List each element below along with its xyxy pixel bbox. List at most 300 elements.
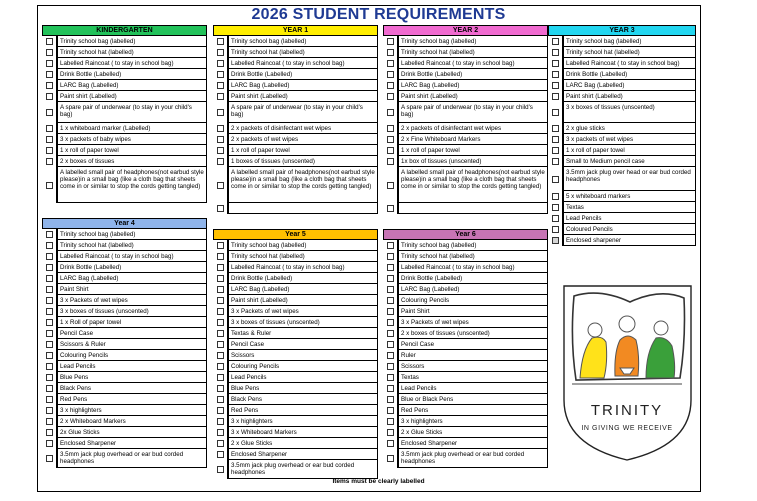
item-label: Paint Shirt <box>398 306 548 317</box>
checkbox-cell <box>548 156 563 167</box>
checkbox-cell <box>383 145 398 156</box>
checkbox-cell <box>383 80 398 91</box>
year1-column <box>213 25 378 214</box>
item-label: 2x Glue Sticks <box>57 427 207 438</box>
checkbox-cell <box>548 123 563 134</box>
checkbox-cell <box>383 47 398 58</box>
checkbox[interactable] <box>387 38 394 45</box>
checkbox[interactable] <box>217 363 224 370</box>
checkbox[interactable] <box>552 204 559 211</box>
checkbox-cell <box>548 235 563 246</box>
item-label: 1x box of tissues (unscented) <box>398 156 548 167</box>
checkbox[interactable] <box>387 429 394 436</box>
checklist-item <box>383 328 548 339</box>
checkbox-cell <box>383 167 398 203</box>
checkbox[interactable] <box>552 226 559 233</box>
checkbox[interactable] <box>387 286 394 293</box>
checklist-item <box>42 295 207 306</box>
checkbox[interactable] <box>217 82 224 89</box>
checkbox[interactable] <box>387 136 394 143</box>
checkbox-cell <box>42 328 57 339</box>
checklist-item <box>383 102 548 123</box>
checklist-item <box>213 156 378 167</box>
checklist-item <box>383 383 548 394</box>
checkbox[interactable] <box>217 253 224 260</box>
checkbox[interactable] <box>217 71 224 78</box>
checklist-item <box>213 328 378 339</box>
item-label: Blue Pens <box>228 383 378 394</box>
checklist-item <box>383 47 548 58</box>
checkbox-cell <box>383 36 398 47</box>
checklist-item <box>42 69 207 80</box>
checkbox[interactable] <box>387 125 394 132</box>
checkbox[interactable] <box>387 385 394 392</box>
checkbox[interactable] <box>387 158 394 165</box>
checklist-item <box>213 295 378 306</box>
checklist-item <box>213 47 378 58</box>
checkbox[interactable] <box>217 352 224 359</box>
checklist-item <box>548 213 696 224</box>
checklist-item <box>213 262 378 273</box>
checkbox[interactable] <box>217 109 224 116</box>
checkbox[interactable] <box>387 308 394 315</box>
checkbox[interactable] <box>217 374 224 381</box>
checkbox[interactable] <box>217 38 224 45</box>
item-label: Lead Pencils <box>398 383 548 394</box>
checklist-item <box>383 240 548 251</box>
checkbox[interactable] <box>552 176 559 183</box>
checklist-item <box>383 405 548 416</box>
item-label: Trinity school hat (labelled) <box>398 251 548 262</box>
checkbox[interactable] <box>552 38 559 45</box>
checkbox-cell <box>213 372 228 383</box>
checkbox[interactable] <box>552 158 559 165</box>
checkbox[interactable] <box>217 125 224 132</box>
item-label: Drink Bottle (Labelled) <box>228 273 378 284</box>
checklist-item <box>548 145 696 156</box>
checkbox[interactable] <box>46 429 53 436</box>
checkbox[interactable] <box>552 147 559 154</box>
checkbox-cell <box>213 36 228 47</box>
footer-note: Items must be clearly labelled <box>332 478 425 485</box>
checkbox[interactable] <box>217 182 224 189</box>
item-label: Enclosed Sharpener <box>398 438 548 449</box>
checkbox[interactable] <box>217 242 224 249</box>
item-label: Blue Pens <box>57 372 207 383</box>
checkbox[interactable] <box>217 440 224 447</box>
checklist-item <box>42 47 207 58</box>
item-label: Colouring Pencils <box>228 361 378 372</box>
checkbox-cell <box>383 427 398 438</box>
checkbox[interactable] <box>387 147 394 154</box>
checkbox[interactable] <box>387 49 394 56</box>
checklist-item <box>42 240 207 251</box>
checkbox-cell <box>213 306 228 317</box>
checkbox[interactable] <box>217 205 224 212</box>
item-label: Red Pens <box>398 405 548 416</box>
checkbox-cell <box>548 80 563 91</box>
checklist-item <box>213 145 378 156</box>
item-label: Black Pens <box>57 383 207 394</box>
kindergarten-column <box>42 25 207 203</box>
checkbox-cell <box>383 350 398 361</box>
item-label: 2 x Fine Whiteboard Markers <box>398 134 548 145</box>
item-label: LARC Bag (Labelled) <box>228 284 378 295</box>
item-label: 3.5mm jack plug overhead or ear bud corded headphones <box>398 449 548 468</box>
checkbox[interactable] <box>552 109 559 116</box>
item-label: LARC Bag (Labelled) <box>228 80 378 91</box>
checkbox-cell <box>383 383 398 394</box>
checkbox-cell <box>213 449 228 460</box>
checkbox[interactable] <box>387 253 394 260</box>
checkbox[interactable] <box>217 341 224 348</box>
checkbox-cell <box>213 58 228 69</box>
checkbox[interactable] <box>387 71 394 78</box>
checkbox[interactable] <box>46 286 53 293</box>
checklist-item <box>383 361 548 372</box>
checkbox[interactable] <box>46 308 53 315</box>
checkbox[interactable] <box>387 109 394 116</box>
checklist-item <box>548 235 696 246</box>
checkbox[interactable] <box>46 253 53 260</box>
checkbox[interactable] <box>552 125 559 132</box>
item-label: 3 x boxes of tissues (unscented) <box>563 102 696 123</box>
item-label: LARC Bag (Labelled) <box>57 80 207 91</box>
item-label: Scissors & Ruler <box>57 339 207 350</box>
checklist-item <box>42 251 207 262</box>
checkbox[interactable] <box>46 385 53 392</box>
checklist-item <box>383 58 548 69</box>
item-label: Red Pens <box>228 405 378 416</box>
checkbox-cell <box>213 251 228 262</box>
item-label: Trinity school hat (labelled) <box>228 251 378 262</box>
checkbox[interactable] <box>217 396 224 403</box>
checkbox-cell <box>548 213 563 224</box>
checkbox-cell <box>42 416 57 427</box>
checklist-item <box>548 156 696 167</box>
year5-column <box>213 229 378 479</box>
checkbox[interactable] <box>46 93 53 100</box>
checkbox-cell <box>213 405 228 416</box>
item-label: 3 x boxes of tissues (unscented) <box>57 306 207 317</box>
checkbox-cell <box>383 91 398 102</box>
checklist-item <box>548 80 696 91</box>
checkbox[interactable] <box>217 407 224 414</box>
item-label: Enclosed sharpener <box>563 235 696 246</box>
checkbox[interactable] <box>552 49 559 56</box>
checklist-item <box>383 69 548 80</box>
checklist-item <box>213 306 378 317</box>
item-label <box>228 203 378 214</box>
checklist-item <box>383 438 548 449</box>
checkbox[interactable] <box>46 396 53 403</box>
checklist-item <box>42 91 207 102</box>
checkbox[interactable] <box>217 264 224 271</box>
checkbox-cell <box>383 361 398 372</box>
checkbox[interactable] <box>387 242 394 249</box>
item-label: 3 x packets of wet wipes <box>563 134 696 145</box>
item-label: Lead Pencils <box>228 372 378 383</box>
item-label: Trinity school hat (labelled) <box>398 47 548 58</box>
checkbox-cell <box>42 47 57 58</box>
checkbox-cell <box>383 449 398 468</box>
checklist-item <box>42 167 207 203</box>
checkbox-cell <box>42 240 57 251</box>
item-label: Labelled Raincoat ( to stay in school bag) <box>57 251 207 262</box>
checkbox[interactable] <box>552 71 559 78</box>
checkbox-cell <box>383 262 398 273</box>
checkbox[interactable] <box>46 407 53 414</box>
checklist-item <box>42 273 207 284</box>
item-label: Pencil Case <box>228 339 378 350</box>
checkbox[interactable] <box>46 352 53 359</box>
checklist-item <box>42 58 207 69</box>
checkbox[interactable] <box>552 82 559 89</box>
item-label: Textas & Ruler <box>228 328 378 339</box>
item-label: Paint shirt (Labelled) <box>228 91 378 102</box>
checkbox[interactable] <box>387 440 394 447</box>
checkbox-cell <box>42 91 57 102</box>
checkbox[interactable] <box>46 60 53 67</box>
checkbox[interactable] <box>217 158 224 165</box>
checklist-item <box>213 394 378 405</box>
item-label: Textas <box>563 202 696 213</box>
checkbox-cell <box>383 203 398 214</box>
checkbox[interactable] <box>552 93 559 100</box>
item-label: A labelled small pair of headphones(not earbud style please)in a small bag (like a cloth bag that sheets come in or similar to stop the cords getting tangled) <box>57 167 207 203</box>
checkbox-cell <box>383 317 398 328</box>
checkbox-cell <box>383 328 398 339</box>
checklist-item <box>42 145 207 156</box>
checkbox[interactable] <box>552 193 559 200</box>
checkbox[interactable] <box>46 136 53 143</box>
checkbox[interactable] <box>217 93 224 100</box>
checkbox-cell <box>383 372 398 383</box>
checklist-item <box>213 284 378 295</box>
checkbox[interactable] <box>387 330 394 337</box>
checkbox-cell <box>383 405 398 416</box>
checkbox[interactable] <box>552 237 559 244</box>
item-label: Drink Bottle (Labelled) <box>228 69 378 80</box>
checkbox[interactable] <box>217 308 224 315</box>
checkbox-cell <box>42 167 57 203</box>
item-label: Ruler <box>398 350 548 361</box>
checkbox[interactable] <box>46 418 53 425</box>
checkbox[interactable] <box>217 418 224 425</box>
checkbox[interactable] <box>46 363 53 370</box>
checkbox-cell <box>383 156 398 167</box>
item-label: 1 x roll of paper towel <box>398 145 548 156</box>
checklist-item <box>213 134 378 145</box>
item-label: 3 x highlighters <box>57 405 207 416</box>
checkbox[interactable] <box>217 429 224 436</box>
checkbox-cell <box>548 145 563 156</box>
year3-heading: YEAR 3 <box>548 25 696 36</box>
item-label: 2 x Glue Sticks <box>228 438 378 449</box>
checklist-item <box>42 328 207 339</box>
checkbox[interactable] <box>217 49 224 56</box>
checklist-item <box>213 102 378 123</box>
checklist-item <box>42 438 207 449</box>
checklist-item <box>42 123 207 134</box>
checkbox[interactable] <box>387 60 394 67</box>
checkbox[interactable] <box>46 341 53 348</box>
item-label: A labelled small pair of headphones(not earbud style please)in a small bag (like a cloth bag that sheets come in or similar to stop the cords getting tangled) <box>398 167 548 203</box>
item-label: Paint shirt (Labelled) <box>563 91 696 102</box>
checklist-item <box>42 427 207 438</box>
item-label: 3.5mm jack plug overhead or ear bud corded headphones <box>228 460 378 479</box>
checklist-item <box>548 191 696 202</box>
checkbox-cell <box>213 438 228 449</box>
checkbox[interactable] <box>217 385 224 392</box>
checkbox[interactable] <box>217 60 224 67</box>
checkbox-cell <box>42 427 57 438</box>
checkbox[interactable] <box>387 341 394 348</box>
checkbox[interactable] <box>46 109 53 116</box>
item-label: 2 x Glue Sticks <box>398 427 548 438</box>
checklist-item <box>213 427 378 438</box>
checkbox-cell <box>383 416 398 427</box>
checkbox-cell <box>42 134 57 145</box>
item-label: 2 x Whiteboard Markers <box>57 416 207 427</box>
checklist-item <box>383 273 548 284</box>
checkbox[interactable] <box>46 264 53 271</box>
checkbox[interactable] <box>387 455 394 462</box>
checkbox[interactable] <box>217 136 224 143</box>
checkbox-cell <box>42 438 57 449</box>
checklist-item <box>42 350 207 361</box>
checkbox[interactable] <box>387 418 394 425</box>
checklist-item <box>213 123 378 134</box>
checkbox-cell <box>548 91 563 102</box>
checkbox[interactable] <box>217 466 224 473</box>
checkbox[interactable] <box>46 275 53 282</box>
checklist-item <box>383 36 548 47</box>
checkbox[interactable] <box>46 38 53 45</box>
checkbox[interactable] <box>552 215 559 222</box>
checkbox[interactable] <box>46 125 53 132</box>
checkbox[interactable] <box>387 275 394 282</box>
checkbox[interactable] <box>217 330 224 337</box>
checkbox-cell <box>213 47 228 58</box>
item-label: 3 x Packets of wet wipes <box>57 295 207 306</box>
checklist-item <box>42 383 207 394</box>
item-label: Textas <box>398 372 548 383</box>
checkbox[interactable] <box>552 136 559 143</box>
checkbox[interactable] <box>387 319 394 326</box>
item-label: 2 x boxes of tissues <box>57 156 207 167</box>
checkbox[interactable] <box>46 147 53 154</box>
item-label: 2 x glue sticks <box>563 123 696 134</box>
checkbox[interactable] <box>387 264 394 271</box>
checkbox-cell <box>548 102 563 123</box>
checkbox[interactable] <box>46 330 53 337</box>
checkbox-cell <box>383 438 398 449</box>
checkbox[interactable] <box>217 147 224 154</box>
checkbox[interactable] <box>46 82 53 89</box>
checkbox-cell <box>42 156 57 167</box>
checkbox[interactable] <box>387 182 394 189</box>
checkbox[interactable] <box>46 455 53 462</box>
checkbox[interactable] <box>46 49 53 56</box>
checkbox[interactable] <box>46 158 53 165</box>
year4-heading: Year 4 <box>42 218 207 229</box>
checkbox[interactable] <box>217 275 224 282</box>
checkbox[interactable] <box>46 440 53 447</box>
checkbox[interactable] <box>217 319 224 326</box>
checkbox[interactable] <box>387 407 394 414</box>
checkbox-cell <box>213 361 228 372</box>
checkbox-cell <box>383 240 398 251</box>
checkbox[interactable] <box>387 93 394 100</box>
item-label: 2 x boxes of tissues (unscented) <box>398 328 548 339</box>
checklist-item <box>383 317 548 328</box>
item-label: Pencil Case <box>57 328 207 339</box>
checkbox[interactable] <box>217 286 224 293</box>
year5-heading: Year 5 <box>213 229 378 240</box>
item-label: Drink Bottle (Labelled) <box>398 69 548 80</box>
checkbox-cell <box>383 273 398 284</box>
checkbox[interactable] <box>387 297 394 304</box>
checkbox-cell <box>213 156 228 167</box>
checkbox[interactable] <box>46 374 53 381</box>
checklist-item <box>213 405 378 416</box>
checkbox-cell <box>383 295 398 306</box>
checkbox[interactable] <box>46 231 53 238</box>
checkbox-cell <box>42 58 57 69</box>
checkbox-cell <box>213 240 228 251</box>
checklist-item <box>548 167 696 191</box>
checkbox[interactable] <box>46 297 53 304</box>
checkbox[interactable] <box>552 60 559 67</box>
checkbox-cell <box>42 273 57 284</box>
checkbox[interactable] <box>387 205 394 212</box>
year1-heading: YEAR 1 <box>213 25 378 36</box>
checkbox[interactable] <box>387 82 394 89</box>
checklist-item <box>213 449 378 460</box>
checklist-item <box>213 317 378 328</box>
checkbox[interactable] <box>46 71 53 78</box>
item-label <box>398 203 548 214</box>
checkbox[interactable] <box>387 374 394 381</box>
kindergarten-heading: KINDERGARTEN <box>42 25 207 36</box>
checkbox-cell <box>213 427 228 438</box>
checklist-item <box>213 361 378 372</box>
checkbox[interactable] <box>387 396 394 403</box>
checkbox[interactable] <box>46 182 53 189</box>
checklist-item <box>42 339 207 350</box>
checkbox-cell <box>383 306 398 317</box>
checklist-item <box>548 102 696 123</box>
checkbox[interactable] <box>217 451 224 458</box>
checklist-item <box>42 394 207 405</box>
checkbox[interactable] <box>387 352 394 359</box>
checkbox-cell <box>383 102 398 123</box>
item-label: Paint Shirt <box>57 284 207 295</box>
checkbox[interactable] <box>46 319 53 326</box>
checkbox-cell <box>42 405 57 416</box>
item-label: Trinity school bag (labelled) <box>398 240 548 251</box>
checkbox-cell <box>213 328 228 339</box>
checkbox-cell <box>213 203 228 214</box>
figure-left-head <box>588 323 602 337</box>
checkbox[interactable] <box>46 242 53 249</box>
checklist-item <box>383 167 548 203</box>
item-label: Labelled Raincoat ( to stay in school bag) <box>228 262 378 273</box>
checklist-item <box>42 449 207 468</box>
checkbox[interactable] <box>217 297 224 304</box>
checkbox[interactable] <box>387 363 394 370</box>
